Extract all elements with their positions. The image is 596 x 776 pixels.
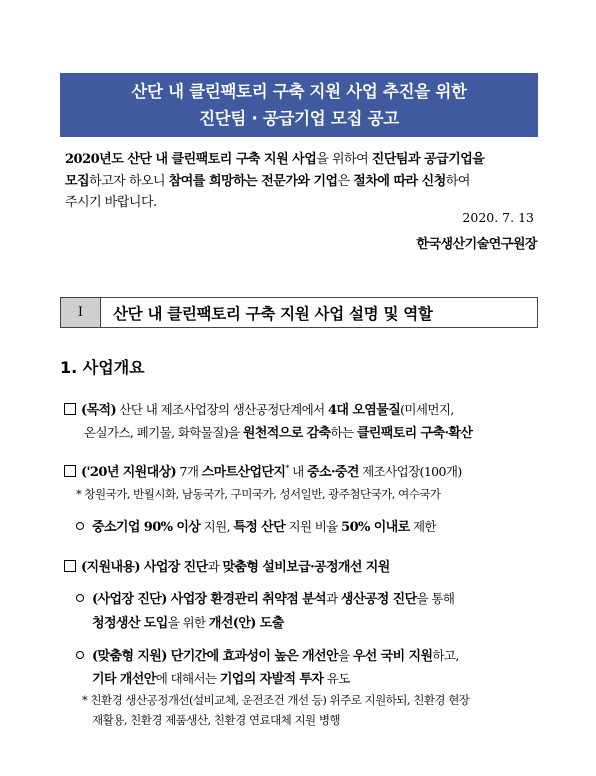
intro-text: 참여를 희망하는 전문가와 기업	[168, 173, 338, 189]
circle-bullet-icon	[76, 594, 84, 602]
item-text: (맞춤형 지원) 단기간에 효과성이 높은 개선안	[92, 649, 338, 664]
item-text: 을	[337, 648, 353, 663]
intro-text: 은	[337, 173, 354, 189]
title-line-2: 진단팀 · 공급기업 모집 공고	[199, 109, 399, 128]
intro-text: 2020년도 산단 내 클린팩토리 구축 지원 사업	[65, 152, 317, 167]
item-text: 하는	[330, 425, 357, 440]
square-bullet-icon	[64, 560, 76, 572]
subsection-heading: 1. 사업개요	[60, 358, 145, 377]
intro-text: 절차에 따라 신청	[353, 173, 446, 189]
intro-text: 을 위하여	[316, 152, 372, 167]
item-text: 7개	[176, 464, 202, 479]
circle-bullet-icon	[76, 522, 84, 530]
item-text: 산단 내 제조사업장의 생산공정단계에서	[116, 402, 328, 417]
item-text: (목적)	[81, 403, 117, 418]
item-text: (지원내용) 사업장 진단	[81, 560, 208, 575]
support-subitem-cont	[92, 668, 350, 687]
item-text: ('20년 지원대상)	[81, 465, 177, 480]
footnote-mark: *	[285, 463, 289, 473]
title-banner	[60, 73, 538, 137]
support-note-1: * 친환경 생산공정개선(설비교체, 운전조건 개선 등) 위주로 지원하되, 친환경 현장	[82, 693, 470, 707]
intro-text: 진단팀과 공급기업을	[371, 152, 485, 167]
title-line-1: 산단 내 클린팩토리 구축 지원 사업 추진을 위한	[131, 82, 467, 101]
content-item	[64, 556, 390, 575]
item-text: 을 통해	[416, 591, 455, 606]
item-text: 50% 이내로	[341, 520, 410, 535]
notice-date: 2020. 7. 13	[462, 210, 534, 225]
item-text: 과	[207, 559, 223, 574]
item-text: 맞춤형 설비보급·공정개선 지원	[222, 560, 390, 575]
item-text: 클린팩토리 구축·확산	[356, 426, 473, 441]
diagnosis-subitem	[76, 588, 454, 607]
item-text: 우선 국비 지원	[352, 649, 433, 664]
item-text: 과	[326, 591, 341, 606]
item-text: 하고,	[432, 648, 459, 663]
item-text: 청정생산 도입	[92, 616, 168, 631]
item-text: (미세먼지,	[400, 402, 454, 417]
support-subitem	[76, 645, 459, 664]
item-text: (사업장 진단) 사업장 환경관리 취약점 분석	[92, 592, 327, 607]
intro-text: 하여	[445, 173, 470, 189]
item-text: 기업의 자발적 투자	[219, 672, 324, 687]
item-text: 을 위한	[167, 615, 209, 630]
item-text: 중소·중견	[307, 465, 359, 480]
target-item	[64, 461, 462, 480]
item-text: 온실가스, 폐기물, 화학물질)을	[84, 425, 243, 440]
section-number: Ⅰ	[61, 298, 101, 327]
issuing-organization: 한국생산기술연구원장	[416, 237, 537, 252]
item-text: 유도	[323, 671, 350, 686]
intro-paragraph	[65, 149, 537, 214]
section-title: 산단 내 클린팩토리 구축 지원 사업 설명 및 역할	[113, 304, 433, 323]
item-text: 제조사업장(100개)	[358, 464, 462, 479]
intro-text: 모집	[65, 173, 90, 189]
item-text: 특정 산단	[233, 520, 286, 535]
item-text: 지원,	[200, 519, 234, 534]
intro-text: 주시기 바랍니다.	[65, 195, 157, 210]
item-text: 원천적으로 감축	[242, 426, 331, 441]
item-text: 중소기업 90% 이상	[92, 520, 201, 535]
item-text: 스마트산업단지	[201, 465, 286, 480]
support-note-2: 재활용, 친환경 제품생산, 친환경 연료대체 지원 병행	[92, 713, 341, 727]
purpose-item	[64, 399, 454, 418]
target-note: * 창원국가, 반월시화, 남동국가, 구미국가, 성서일반, 광주첨단국가, 여수국가	[76, 487, 441, 501]
item-text: 제한	[409, 519, 436, 534]
item-text: 에 대해서는	[155, 671, 220, 686]
item-text: 기타 개선안	[92, 672, 156, 687]
intro-text: 하고자 하오니	[89, 173, 169, 189]
target-subitem	[76, 516, 436, 535]
diagnosis-subitem-cont	[92, 612, 284, 631]
purpose-item-cont	[84, 422, 472, 441]
item-text: 개선(안) 도출	[208, 616, 284, 631]
item-text: 지원 비율	[285, 519, 342, 534]
item-text: 4대 오염물질	[327, 403, 401, 418]
section-header	[60, 297, 538, 328]
item-text: 생산공정 진단	[340, 592, 417, 607]
item-text: 내	[288, 464, 308, 479]
circle-bullet-icon	[76, 651, 84, 659]
square-bullet-icon	[64, 465, 76, 477]
square-bullet-icon	[64, 403, 76, 415]
